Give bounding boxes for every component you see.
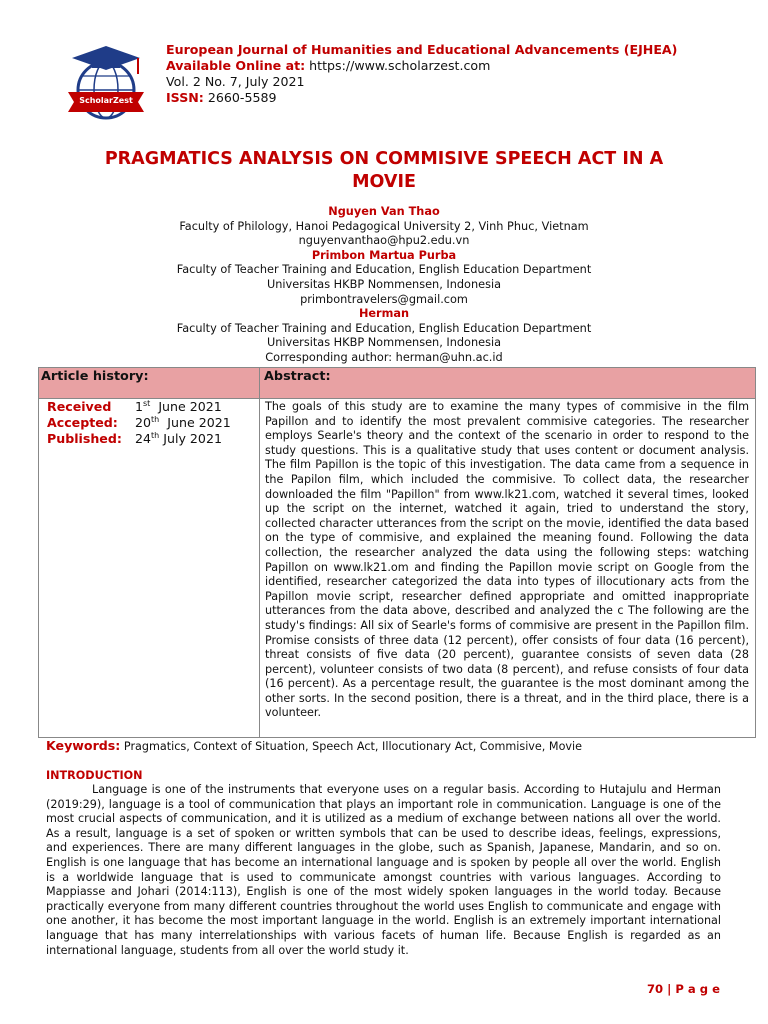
history-row (47, 415, 231, 431)
table-column-divider (259, 368, 260, 737)
article-history (47, 399, 231, 447)
author-name: Nguyen Van Thao (328, 205, 440, 218)
keywords-line (46, 738, 582, 753)
introduction-heading: INTRODUCTION (46, 769, 143, 782)
keywords-text: Pragmatics, Context of Situation, Speech Act, Illocutionary Act, Commisive, Movie (123, 740, 583, 753)
journal-header (166, 42, 746, 106)
article-info-table (38, 367, 756, 738)
author-email[interactable]: primbontravelers@gmail.com (300, 292, 468, 306)
history-day: 20 (135, 415, 152, 430)
volume-info: Vol. 2 No. 7, July 2021 (166, 74, 305, 89)
history-row (47, 431, 231, 447)
history-heading: Article history: (41, 369, 149, 384)
history-row (47, 399, 231, 415)
history-day-suffix: th (151, 430, 160, 440)
table-header-row (39, 368, 755, 399)
abstract-text: The goals of this study are to examine the many types of commisive in the film Papillon and to identify the most prevalent commisive categories. The researcher employs Searle's theory and the context of the scenario in order to respond to the study questions. This is a qualitative study that uses content or document analysis. The film Papillon is the topic of this investigation. The data came from a sequence in the Papilon film, which included the commisive. To collect data, the researcher downloaded the film "Papillon" from www.lk21.com, watched it several times, looked up the script on the internet, watched it again, tried to understand the story, collected character utterances from the script on the movie, identified the data based on the type of commisive, and explained the meaning found. Following the data collection, the researcher analyzed the data using the following steps: watching Papillon on www.lk21.om and finding the Papillon movie script on Google from the identified, researcher categorized the data into types of illocutionary acts from the Papillon movie script, researcher defined appropriate and omitted inappropriate utterances from the data above, described and analyzed the c The following are the study's findings: All six of Searle's forms of commisive are present in the Papillon film. Promise consists of three data (12 percent), offer consists of four data (16 percent), threat consists of five data (20 percent), guarantee consists of seven data (28 percent), volunteer consists of two data (8 percent), and refuse consists of four data (16 percent). As a percentage result, the guarantee is the most dominant among the other sorts. In the second position, there is a threat, and in the third place, there is a volunteer. (265, 400, 749, 720)
logo-text: ScholarZest (79, 96, 133, 105)
history-label: Received (47, 399, 112, 414)
author-name: Primbon Martua Purba (311, 248, 457, 262)
author-affiliation: Faculty of Teacher Training and Education, English Education Department (176, 263, 592, 277)
available-url[interactable]: https://www.scholarzest.com (309, 58, 491, 73)
introduction-text: Language is one of the instruments that everyone uses on a regular basis. According to Hutajulu and Herman (2019:29), language is a tool of communication that plays an important role in communication. Language is one of the most crucial aspects of communication, and it is utilized as a medium of exchange between nations all over the world. As a result, language is a set of spoken or written symbols that can be used to describe ideas, feelings, expressions, and experiences. There are many different languages in the globe, such as Spanish, Japanese, Mandarin, and so on. English is one language that has become an international language and is spoken by people all over the world. English is a worldwide language that is used to communicate amongst countries with various languages. According to Mappiasse and Johari (2014:113), English is one of the most widely spoken languages in the world today. Because practically everyone from many different countries throughout the world uses English to communicate and engage with one another, it has become the most important language in the world. English is an extremely important international language that has many interrelationships with various facets of human life. Because English is regarded as an international language, students from all over the world study it. (46, 783, 721, 957)
available-line (166, 58, 746, 74)
history-date: June 2021 (158, 399, 222, 414)
author-affiliation: Faculty of Philology, Hanoi Pedagogical University 2, Vinh Phuc, Vietnam (179, 219, 589, 233)
abstract-heading: Abstract: (264, 369, 331, 384)
journal-name: European Journal of Humanities and Educational Advancements (EJHEA) (166, 42, 678, 57)
author-affiliation: Universitas HKBP Nommensen, Indonesia (266, 336, 502, 350)
issn-value: 2660-5589 (207, 90, 277, 105)
history-label: Published: (47, 431, 122, 446)
title-line-2: MOVIE (352, 172, 416, 192)
issn-line (166, 90, 746, 106)
author-email[interactable]: nguyenvanthao@hpu2.edu.vn (298, 234, 470, 248)
author-affiliation: Universitas HKBP Nommensen, Indonesia (266, 277, 502, 291)
title-line-1: PRAGMATICS ANALYSIS ON COMMISIVE SPEECH ACT IN A (104, 149, 664, 169)
paper-title (40, 148, 728, 194)
issn-label: ISSN: (166, 90, 204, 105)
journal-logo (60, 40, 152, 124)
history-label: Accepted: (47, 415, 118, 430)
page-number: 70 | P a g e (646, 982, 720, 996)
history-day: 1 (135, 399, 144, 414)
history-date: July 2021 (163, 431, 222, 446)
corresponding-author: Corresponding author: herman@uhn.ac.id (265, 350, 503, 364)
history-day-suffix: th (151, 414, 160, 424)
history-day-suffix: st (143, 398, 151, 408)
keywords-label: Keywords: (46, 738, 121, 753)
author-name: Herman (358, 307, 410, 321)
available-label: Available Online at: (166, 58, 306, 73)
history-day: 24 (135, 431, 152, 446)
history-date: June 2021 (167, 415, 231, 430)
author-affiliation: Faculty of Teacher Training and Education, English Education Department (176, 321, 592, 335)
author-block (40, 205, 728, 366)
